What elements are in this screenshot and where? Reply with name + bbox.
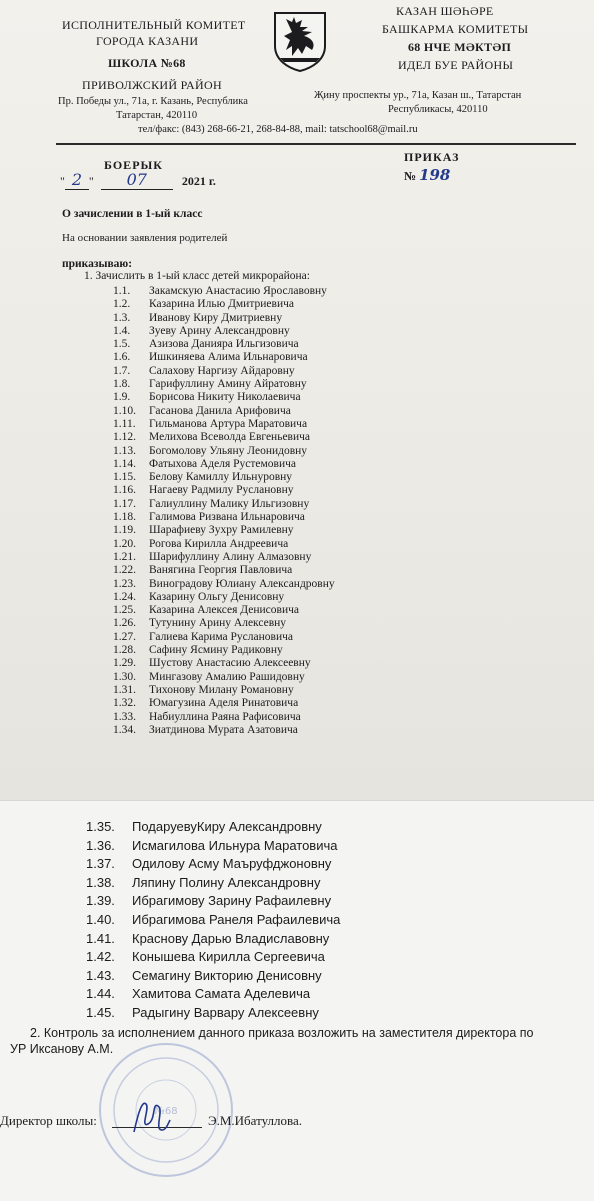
student-name: Гильманова Артура Маратовича [149,417,308,430]
student-number: 1.26. [113,617,136,630]
student-name: Богомолову Ульяну Леонидовну [149,444,308,457]
student-number: 1.19. [113,524,136,537]
student-number: 1.16. [113,484,136,497]
student-list-item [86,874,340,893]
student-name: Галимова Ризвана Ильнаровича [149,511,305,524]
student-name: Ибрагимову Зарину Рафаилевну [132,893,332,909]
student-number: 1.45. [86,1004,115,1020]
student-name: Галиева Карима Руслановича [149,630,293,643]
student-number: 1.15. [113,471,136,484]
student-number: 1.21. [113,550,136,563]
header-right-address1: Җину проспекты ур., 71а, Казан ш., Татарстан [314,90,522,101]
student-name: Краснову Дарью Владиславовну [132,930,330,946]
student-number: 1.34. [113,723,136,736]
decree-word: приказываю: [62,258,133,270]
order-date-month: 07 [101,170,173,190]
order-basis: На основании заявления родителей [62,232,228,244]
student-name: Тутунину Арину Алексевну [149,617,287,630]
order-number [404,166,450,184]
student-name: Радыгину Варвару Алексеевну [132,1004,319,1020]
student-list-item [86,948,340,967]
student-list-item [113,391,335,404]
order-title-russian: ПРИКАЗ [404,150,460,164]
student-number: 1.18. [113,511,136,524]
student-name: Ляпину Полину Александровну [132,874,321,890]
student-list-item [113,524,335,537]
student-number: 1.10. [113,404,136,417]
student-name: Рогова Кирилла Андреевича [149,537,289,550]
order-number-prefix: № [404,169,417,183]
contacts-line: тел/факс: (843) 268-66-21, 268-84-88, mail: tatschool68@mail.ru [138,124,418,135]
student-name: Ибрагимова Ранеля Рафаилевича [132,911,341,927]
student-list-item [113,551,335,564]
student-number: 1.29. [113,657,136,670]
student-number: 1.28. [113,644,136,657]
student-number: 1.8. [113,378,131,391]
student-list-item [113,418,335,431]
header-left-school: ШКОЛА №68 [108,56,186,70]
student-name: Казарину Ольгу Денисовну [149,590,285,603]
student-number: 1.14. [113,457,136,470]
student-number: 1.13. [113,444,136,457]
student-number: 1.25. [113,604,136,617]
student-number: 1.22. [113,564,136,577]
student-name: Конышева Кирилла Сергеевича [132,949,325,965]
student-list-item [113,564,335,577]
student-list-item [113,365,335,378]
signature-scribble [128,1094,174,1140]
student-number: 1.43. [86,967,115,983]
student-list-item [113,657,335,670]
student-name: Тихонову Милану Романовну [149,683,294,696]
student-list-item [113,351,335,364]
student-list-item [113,711,335,724]
kazan-coat-of-arms-icon [272,10,328,72]
student-list-item [86,967,340,986]
student-list-item [113,312,335,325]
student-name: Набиуллина Раяна Рафисовича [149,710,301,723]
student-list-item [113,671,335,684]
student-list-item [113,578,335,591]
student-name: Казарина Алексея Денисовича [149,604,299,617]
student-number: 1.33. [113,710,136,723]
order-number-value: 198 [419,166,451,184]
student-list-item [113,724,335,737]
header-right-district: ИДЕЛ БУЕ РАЙОНЫ [398,58,514,72]
student-number: 1.2. [113,298,131,311]
student-name: Борисова Никиту Николаевича [149,391,301,404]
student-name: Сафину Ясмину Радиковну [149,644,283,657]
student-name: Шарифуллину Алину Алмазовну [149,550,312,563]
student-number: 1.37. [86,856,115,872]
student-list-item [113,631,335,644]
student-number: 1.5. [113,338,131,351]
student-number: 1.6. [113,351,131,364]
student-list-item [113,604,335,617]
header-left-line1: ИСПОЛНИТЕЛЬНЫЙ КОМИТЕТ [62,18,246,32]
student-list-item [113,644,335,657]
student-number: 1.9. [113,391,131,404]
student-list-item [86,892,340,911]
student-name: Зиатдинова Мурата Азатовича [149,723,298,736]
student-number: 1.40. [86,911,115,927]
student-name: Мингазову Амалию Рашидовну [149,670,305,683]
student-name: Виноградову Юлиану Александровну [149,577,335,590]
student-list-item [86,985,340,1004]
student-list-item [86,1004,340,1023]
student-name: Салахову Наргизу Айдаровну [149,364,295,377]
header-left-district: ПРИВОЛЖСКИЙ РАЙОН [82,78,222,92]
student-list-item [113,498,335,511]
student-number: 1.11. [113,417,136,430]
student-list-item [86,855,340,874]
student-list-item [113,484,335,497]
student-list-item [113,591,335,604]
student-list-item [86,837,340,856]
student-list-item [113,458,335,471]
student-name: Галиуллину Малику Ильгизовну [149,497,310,510]
student-number: 1.41. [86,930,115,946]
student-name: Гарифуллину Амину Айратовну [149,378,307,391]
student-name: ПодаруевуКиру Александровну [132,819,322,834]
student-number: 1.35. [86,819,115,834]
student-number: 1.32. [113,697,136,710]
student-name: Фатыхова Аделя Рустемовича [149,457,297,470]
header-left-line2: ГОРОДА КАЗАНИ [96,34,199,48]
student-number: 1.12. [113,431,136,444]
order-item-1: 1. Зачислить в 1-ый класс детей микрорайона: [84,270,310,282]
svg-text:№68: №68 [154,1106,178,1117]
student-number: 1.27. [113,630,136,643]
student-list-item [86,911,340,930]
student-number: 1.36. [86,837,115,853]
student-list-item [113,298,335,311]
order-title-tatar: БОЕРЫК [104,158,164,172]
student-list-page-2 [86,818,340,1023]
student-list-item [113,538,335,551]
student-name: Азизова Данияра Ильгизовича [149,338,299,351]
header-right-line2: БАШКАРМА КОМИТЕТЫ [382,22,529,36]
order-date-day: 2 [65,170,89,190]
student-number: 1.1. [113,285,131,297]
header-right-school: 68 НЧЕ МӘКТӘП [408,40,512,54]
order-date: " 2 " 07 2021 г. [60,170,216,189]
student-name: Ишкиняева Алима Ильнаровича [149,351,308,364]
student-number: 1.17. [113,497,136,510]
student-number: 1.30. [113,670,136,683]
student-number: 1.3. [113,311,131,324]
order-date-year: 2021 г. [181,174,216,188]
student-name: Исмагилова Ильнура Маратовича [132,837,338,853]
order-subject: О зачислении в 1-ый класс [62,208,203,220]
student-number: 1.39. [86,893,115,909]
student-name: Мелихова Всеволда Евгеньевича [149,431,311,444]
header-left-address1: Пр. Победы ул., 71а, г. Казань, Республика [58,96,248,107]
student-list-item [113,431,335,444]
student-number: 1.7. [113,364,131,377]
student-list-item [113,378,335,391]
student-number: 1.31. [113,683,136,696]
order-item-2-line2: УР Иксанову А.М. [10,1042,114,1056]
student-name: Хамитова Самата Аделевича [132,986,311,1002]
student-number: 1.24. [113,590,136,603]
student-list-item [113,405,335,418]
student-name: Ванягина Георгия Павловича [149,564,293,577]
student-list-item [113,617,335,630]
signature-label: Директор школы: [0,1113,97,1128]
student-name: Одилову Асму Маъруфджоновну [132,856,332,872]
student-number: 1.42. [86,949,115,965]
student-list-page-1 [113,285,335,737]
student-list-item [86,930,340,949]
student-number: 1.38. [86,874,115,890]
student-list-item [113,285,335,298]
student-name: Казарина Илью Дмитриевича [149,298,294,311]
header-divider [56,143,576,145]
student-name: Нагаеву Радмилу Руслановну [149,484,294,497]
student-list-item [113,511,335,524]
student-list-item [113,445,335,458]
student-number: 1.4. [113,324,131,337]
student-list-item [113,697,335,710]
student-name: Юмагузина Аделя Ринатовича [149,697,299,710]
student-name: Шустову Анастасию Алексеевну [149,657,311,670]
student-list-item [113,338,335,351]
order-item-2-line1: 2. Контроль за исполнением данного приказа возложить на заместителя директора по [30,1026,534,1040]
student-name: Семагину Викторию Денисовну [132,967,322,983]
header-right-line1: КАЗАН ШӘҺӘРЕ [396,4,494,18]
header-right-address2: Республикасы, 420110 [388,104,488,115]
header-left-address2: Татарстан, 420110 [116,110,198,121]
student-name: Закамскую Анастасию Ярославовну [149,285,327,297]
student-list-item [86,818,340,837]
student-number: 1.23. [113,577,136,590]
student-name: Белову Камиллу Ильнуровну [149,471,293,484]
signature-name: Э.М.Ибатуллова. [208,1113,302,1128]
student-list-item [113,325,335,338]
student-name: Шарафиеву Зухру Рамилевну [149,524,294,537]
student-list-item [113,684,335,697]
student-name: Иванову Киру Дмитриевну [149,311,283,324]
student-name: Зуеву Арину Александровну [149,324,290,337]
student-list-item [113,471,335,484]
student-number: 1.44. [86,986,115,1002]
student-number: 1.20. [113,537,136,550]
student-name: Гасанова Данила Арифовича [149,404,291,417]
